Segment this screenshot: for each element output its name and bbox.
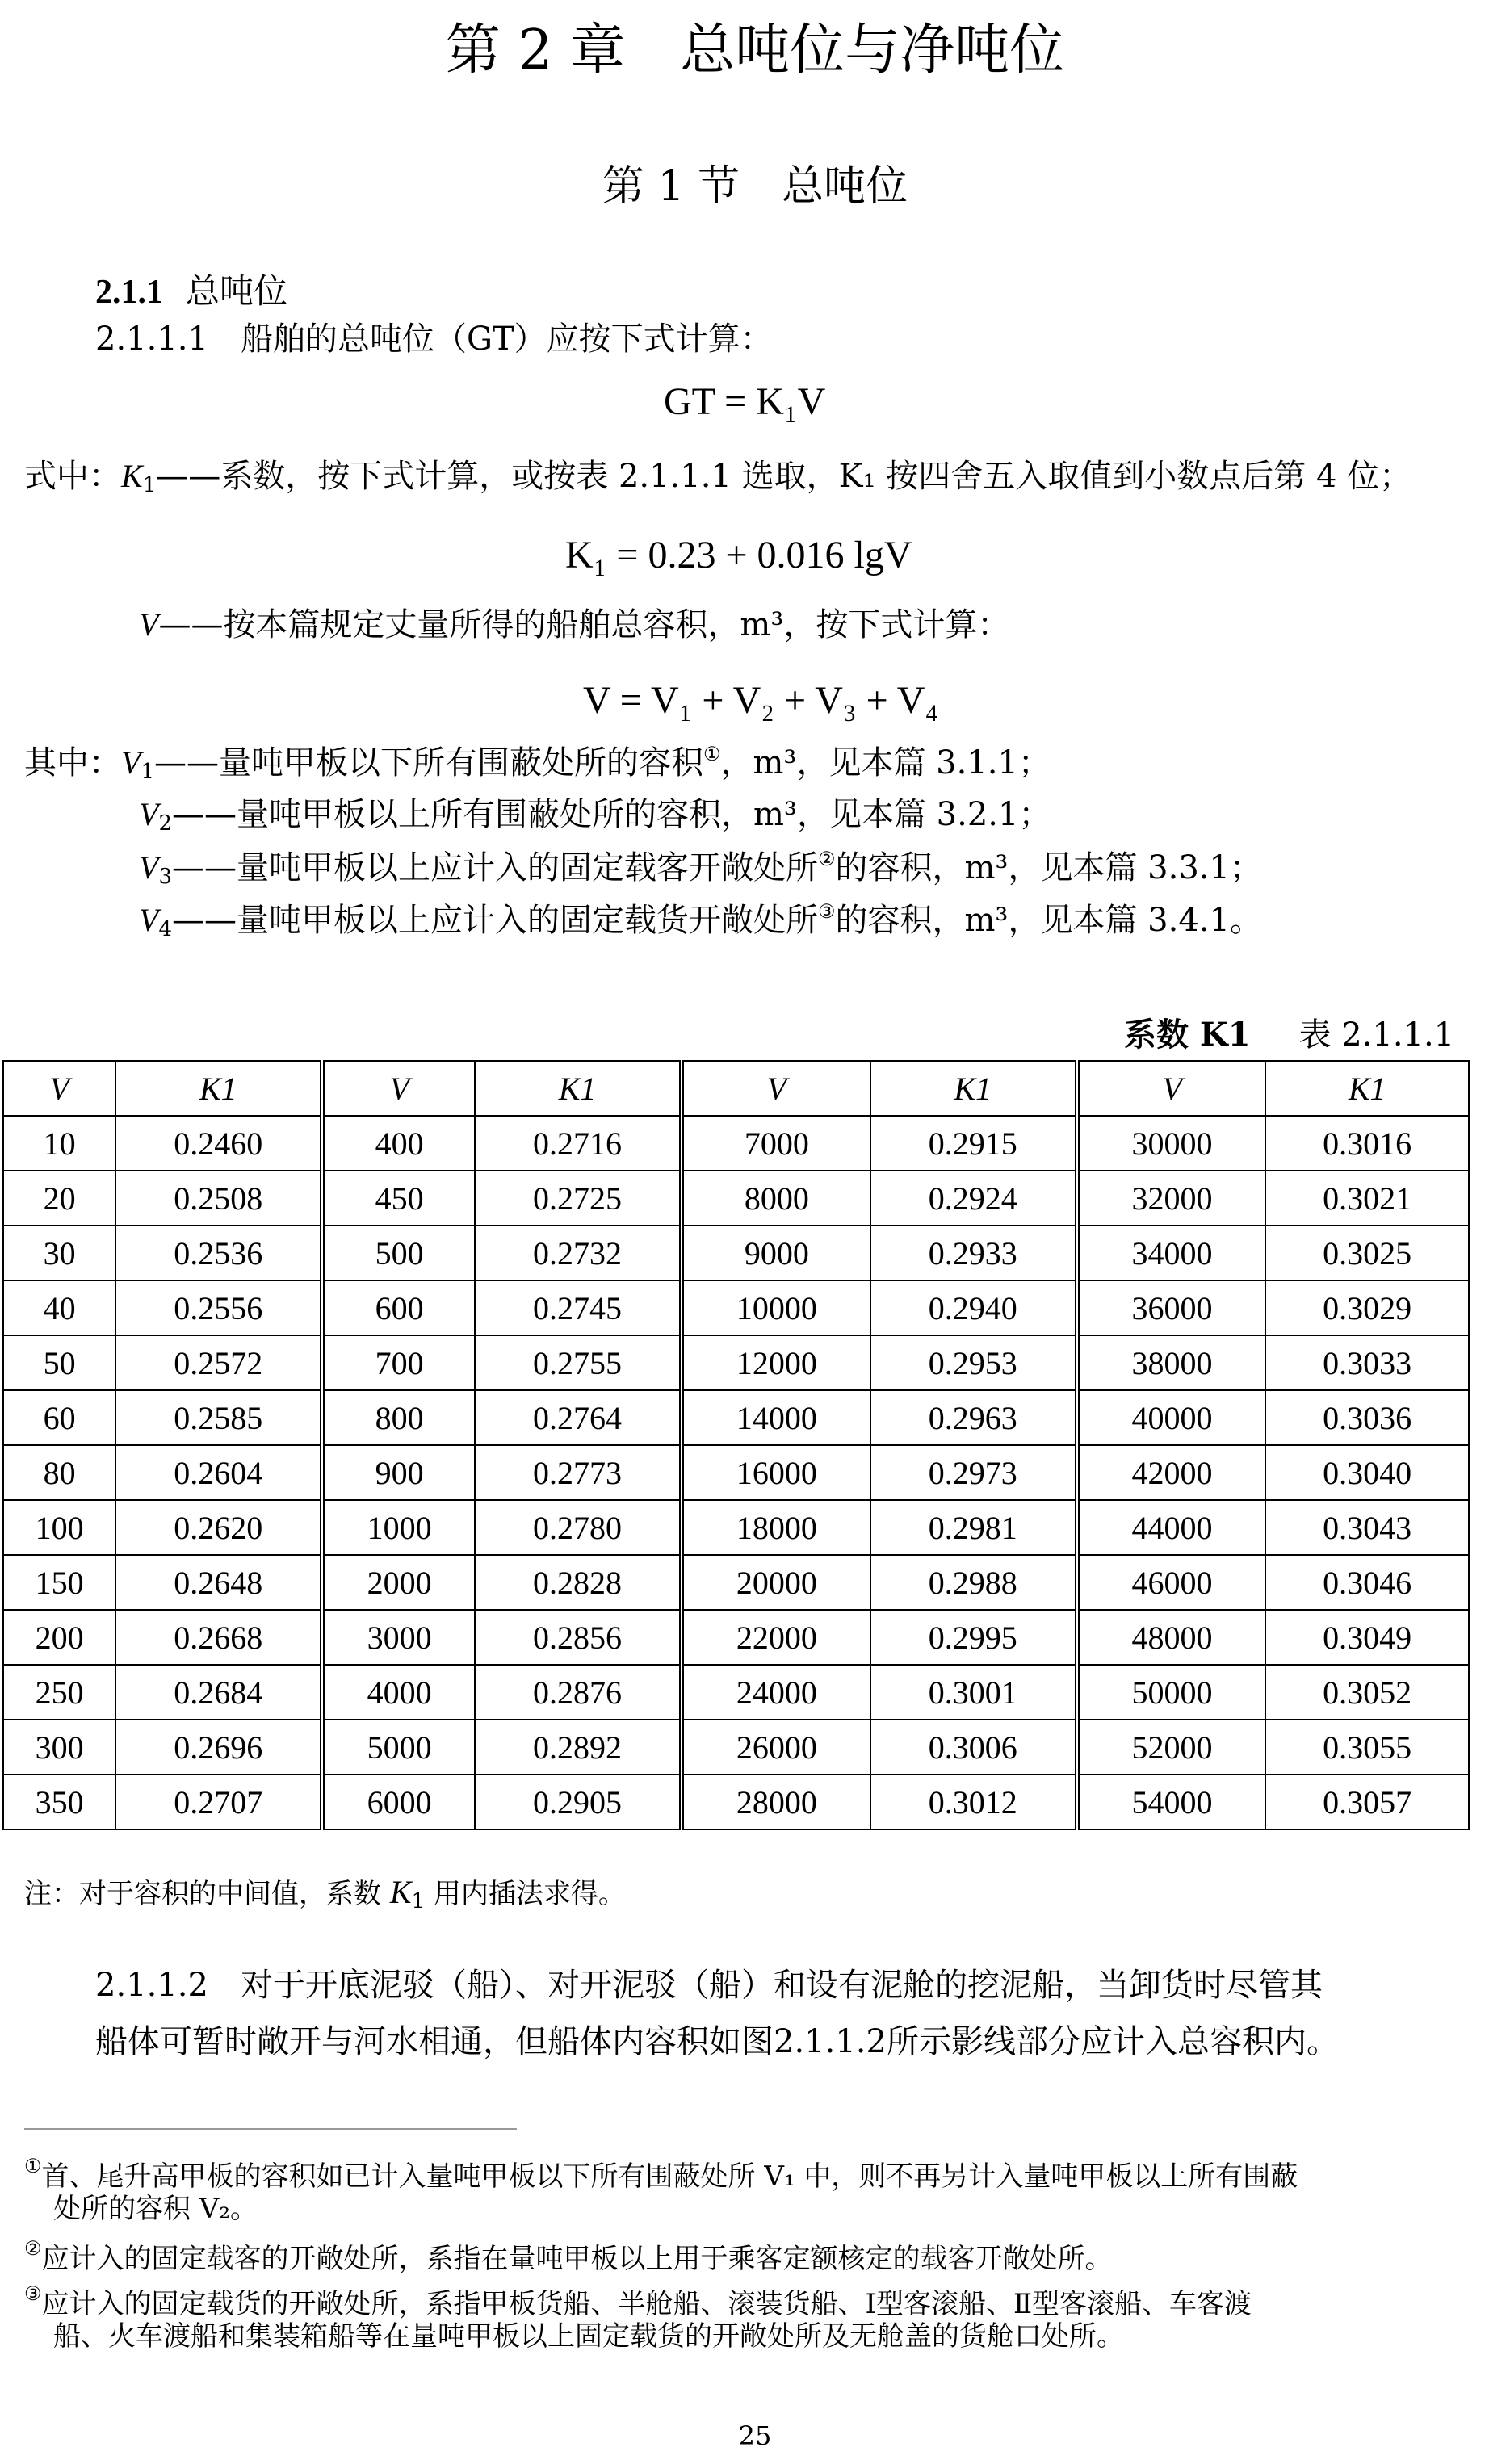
table-cell: 0.2764 [475,1390,682,1445]
table-cell: 450 [322,1171,475,1226]
v-symbol: V [139,606,159,643]
table-cell: 0.3046 [1265,1555,1469,1610]
para-2-1-1-1 [95,320,773,358]
where-v4: $V_4——$量吨甲板以上应计入的固定载货开敞处所③的容积，m³，见本篇 3.4.1。 [139,900,1262,941]
formula-v: V = V₁ + V₂ + V₃ + V₄ [583,679,939,722]
footnote-mark-2: ② [24,2237,42,2260]
table-cell: 0.2940 [870,1280,1077,1335]
table-cell: 18000 [682,1500,870,1555]
table-cell: 300 [3,1720,115,1775]
table-cell: 400 [322,1116,475,1171]
table-cell: 0.3049 [1265,1610,1469,1665]
footnote-ref-3: ③ [817,900,836,923]
table-cell: 52000 [1077,1720,1266,1775]
table-cell: 24000 [682,1665,870,1720]
where-k1-text: ——系数，按下式计算，或按表 2.1.1.1 选取，K₁ 按四舍五入取值到小数点后第 4 位； [156,458,1412,495]
table-cell: 0.3033 [1265,1335,1469,1390]
table-cell: 0.3055 [1265,1720,1469,1775]
table-cell: 0.3016 [1265,1116,1469,1171]
page-number: 25 [738,2420,772,2451]
table-cell: 7000 [682,1116,870,1171]
table-cell: 0.3057 [1265,1775,1469,1829]
footnote-1-cont: 处所的容积 V₂。 [53,2193,258,2225]
table-cell: 36000 [1077,1280,1266,1335]
table-row [3,1335,1469,1390]
table-caption-name: 系数 K1 [1124,1016,1251,1054]
table-cell: 350 [3,1775,115,1829]
table-cell: 12000 [682,1335,870,1390]
where-v3: $V_3——$量吨甲板以上应计入的固定载客开敞处所②的容积，m³，见本篇 3.3.1； [139,848,1262,889]
table-cell: 44000 [1077,1500,1266,1555]
table-cell: 48000 [1077,1610,1266,1665]
footnote-mark-1: ① [24,2155,42,2177]
table-row [3,1226,1469,1280]
table-cell: 30000 [1077,1116,1266,1171]
table-caption [1124,1009,1454,1055]
table-note: 注：对于容积的中间值，系数 $K_1$ 用内插法求得。 [24,1874,626,1913]
table-cell: 8000 [682,1171,870,1226]
footnote-mark-3: ③ [24,2282,42,2305]
table-cell: 0.2905 [475,1775,682,1829]
where-v [139,606,1009,644]
where-list-prefix: 其中： [24,744,121,782]
table-cell: 0.2668 [115,1610,322,1665]
table-cell: 0.2963 [870,1390,1077,1445]
para-number: 2.1.1.1 [95,321,208,358]
heading-2-1-1 [95,265,287,313]
heading-number: 2.1.1 [95,274,163,311]
table-cell: 0.2973 [870,1445,1077,1500]
section-title: 第 1 节 总吨位 [602,162,908,211]
k1-symbol: K [121,458,143,494]
table-cell: 0.3036 [1265,1390,1469,1445]
k1-coefficient-table [2,1060,1470,1830]
table-cell: 9000 [682,1226,870,1280]
table-row [3,1390,1469,1445]
header-cell: V [682,1061,870,1116]
table-cell: 150 [3,1555,115,1610]
table-cell: 46000 [1077,1555,1266,1610]
heading-text: 总吨位 [186,271,288,311]
table-cell: 0.3043 [1265,1500,1469,1555]
table-cell: 16000 [682,1445,870,1500]
table-cell: 0.2828 [475,1555,682,1610]
table-row [3,1610,1469,1665]
table-cell: 0.2696 [115,1720,322,1775]
table-cell: 100 [3,1500,115,1555]
footnote-ref-2: ② [817,848,836,870]
table-cell: 0.3021 [1265,1171,1469,1226]
table-cell: 6000 [322,1775,475,1829]
table-cell: 0.2892 [475,1720,682,1775]
table-cell: 2000 [322,1555,475,1610]
header-cell: K1 [115,1061,322,1116]
header-cell: V [1077,1061,1266,1116]
table-cell: 54000 [1077,1775,1266,1829]
table-cell: 0.3029 [1265,1280,1469,1335]
table-cell: 0.3040 [1265,1445,1469,1500]
table-cell: 800 [322,1390,475,1445]
table-cell: 0.3025 [1265,1226,1469,1280]
table-cell: 0.3001 [870,1665,1077,1720]
table-cell: 200 [3,1610,115,1665]
table-cell: 60 [3,1390,115,1445]
header-cell: V [322,1061,475,1116]
table-cell: 250 [3,1665,115,1720]
table-row [3,1720,1469,1775]
where-v1: 其中：$V_1——$量吨甲板以下所有围蔽处所的容积①，m³，见本篇 3.1.1； [24,743,1051,784]
table-row [3,1280,1469,1335]
table-cell: 22000 [682,1610,870,1665]
table-cell: 0.2780 [475,1500,682,1555]
table-cell: 28000 [682,1775,870,1829]
table-cell: 0.2915 [870,1116,1077,1171]
table-cell: 0.2981 [870,1500,1077,1555]
table-cell: 0.2988 [870,1555,1077,1610]
table-cell: 900 [322,1445,475,1500]
para-text: 船舶的总吨位（GT）应按下式计算： [240,321,773,358]
table-cell: 40000 [1077,1390,1266,1445]
table-cell: 0.2953 [870,1335,1077,1390]
table-cell: 1000 [322,1500,475,1555]
table-cell: 0.2933 [870,1226,1077,1280]
table-cell: 26000 [682,1720,870,1775]
table-cell: 0.2725 [475,1171,682,1226]
footnote-3-cont: 船、火车渡船和集装箱船等在量吨甲板以上固定载货的开敞处所及无舱盖的货舱口处所。 [53,2320,1124,2353]
table-cell: 0.2648 [115,1555,322,1610]
table-cell: 0.2460 [115,1116,322,1171]
table-cell: 0.2572 [115,1335,322,1390]
table-cell: 0.2773 [475,1445,682,1500]
table-row [3,1171,1469,1226]
table-cell: 40 [3,1280,115,1335]
where-k1: 式中：$K_1——$系数，按下式计算，或按表 2.1.1.1 选取，K₁ 按四舍五入取值到小数点后第 4 位； [24,458,1412,497]
table-caption-number: 表 2.1.1.1 [1298,1016,1455,1054]
table-cell: 500 [322,1226,475,1280]
table-row [3,1775,1469,1829]
table-cell: 50 [3,1335,115,1390]
table-cell: 700 [322,1335,475,1390]
table-cell: 0.2732 [475,1226,682,1280]
table-cell: 0.3052 [1265,1665,1469,1720]
footnote-1: ①首、尾升高甲板的容积如已计入量吨甲板以下所有围蔽处所 V₁ 中，则不再另计入量吨甲板以上所有围蔽 [24,2155,1298,2193]
table-cell: 42000 [1077,1445,1266,1500]
para-2-1-1-2-line1: 2.1.1.2 对于开底泥驳（船）、对开泥驳（船）和设有泥舱的挖泥船，当卸货时尽管其 [95,1967,1323,2004]
table-cell: 600 [322,1280,475,1335]
table-cell: 0.2876 [475,1665,682,1720]
table-row [3,1555,1469,1610]
header-cell: K1 [870,1061,1077,1116]
header-cell: K1 [1265,1061,1469,1116]
table-cell: 4000 [322,1665,475,1720]
table-cell: 10 [3,1116,115,1171]
table-cell: 0.2585 [115,1390,322,1445]
where-v-text: ——按本篇规定丈量所得的船舶总容积，m³，按下式计算： [158,606,1010,643]
table-cell: 3000 [322,1610,475,1665]
table-cell: 0.2536 [115,1226,322,1280]
where-prefix: 式中： [24,458,121,495]
table-cell: 50000 [1077,1665,1266,1720]
footnote-rule [24,2128,517,2130]
table-cell: 10000 [682,1280,870,1335]
table-cell: 5000 [322,1720,475,1775]
para-2-1-1-2-line2: 船体可暂时敞开与河水相通，但船体内容积如图2.1.1.2所示影线部分应计入总容积内。 [95,2023,1339,2060]
formula-k1: K₁ = 0.23 + 0.016 lgV [565,534,912,576]
header-cell: K1 [475,1061,682,1116]
table-cell: 0.3006 [870,1720,1077,1775]
table-cell: 32000 [1077,1171,1266,1226]
table-cell: 0.2707 [115,1775,322,1829]
footnote-3: ③应计入的固定载货的开敞处所，系指甲板货船、半舱船、滚装货船、Ⅰ型客滚船、Ⅱ型客滚船、车客渡 [24,2282,1252,2320]
table-row [3,1500,1469,1555]
table-header-row [3,1061,1469,1116]
table-cell: 0.2556 [115,1280,322,1335]
header-cell: V [3,1061,115,1116]
where-v2: $V_2——$量吨甲板以上所有围蔽处所的容积，m³，见本篇 3.2.1； [139,796,1051,836]
formula-gt: GT = K₁V [664,380,826,423]
table-cell: 0.2508 [115,1171,322,1226]
table-cell: 0.2995 [870,1610,1077,1665]
footnote-ref-1: ① [703,743,721,765]
table-cell: 0.2716 [475,1116,682,1171]
table-cell: 0.2856 [475,1610,682,1665]
chapter-title: 第 2 章 总吨位与净吨位 [445,19,1065,82]
table-cell: 34000 [1077,1226,1266,1280]
table-cell: 0.2604 [115,1445,322,1500]
table-cell: 20000 [682,1555,870,1610]
table-cell: 0.2745 [475,1280,682,1335]
table-cell: 20 [3,1171,115,1226]
table-cell: 38000 [1077,1335,1266,1390]
table-cell: 80 [3,1445,115,1500]
table-cell: 30 [3,1226,115,1280]
para-number: 2.1.1.2 [95,1967,208,2004]
table-cell: 0.3012 [870,1775,1077,1829]
table-row [3,1116,1469,1171]
table-row [3,1445,1469,1500]
footnote-2: ②应计入的固定载客的开敞处所，系指在量吨甲板以上用于乘客定额核定的载客开敞处所。 [24,2237,1113,2275]
table-row [3,1665,1469,1720]
table-cell: 0.2620 [115,1500,322,1555]
table-cell: 14000 [682,1390,870,1445]
table-cell: 0.2684 [115,1665,322,1720]
table-cell: 0.2924 [870,1171,1077,1226]
table-cell: 0.2755 [475,1335,682,1390]
